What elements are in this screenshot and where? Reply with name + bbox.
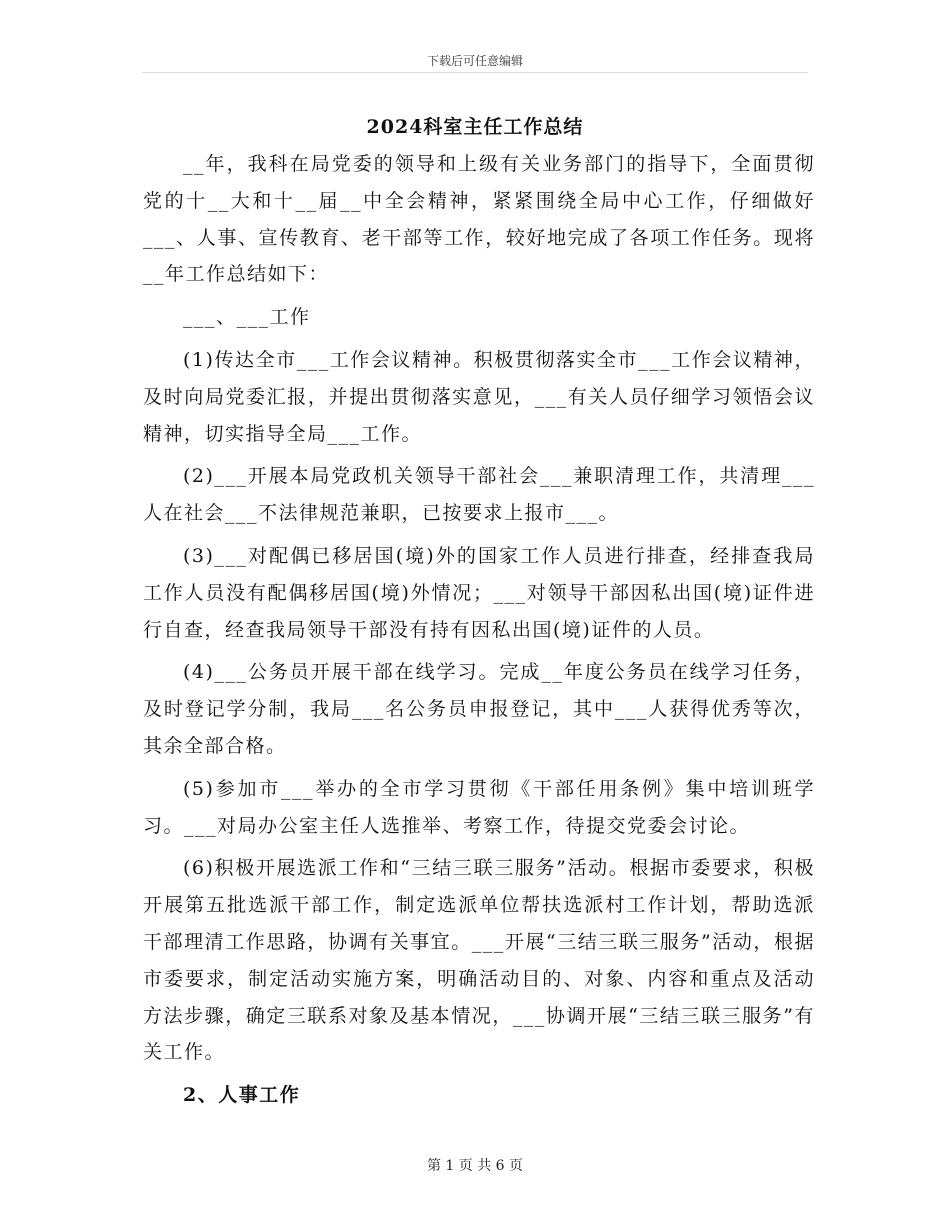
paragraph-item-3: (3)___对配偶已移居国(境)外的国家工作人员进行排查，经排查我局工作人员没有配偶移居国(境)外情况；___对领导干部因私出国(境)证件进行自查，经查我局领导干部没有持有因私出国(境)证件的人员。 — [143, 544, 815, 641]
section-heading-personnel: 2、人事工作 — [183, 1084, 301, 1107]
paragraph-item-4: (4)___公务员开展干部在线学习。完成__年度公务员在线学习任务，及时登记学分制，我局___名公务员申报登记，其中___人获得优秀等次，其余全部合格。 — [143, 661, 815, 757]
paragraph-item-6: (6)积极开展选派工作和“三结三联三服务”活动。根据市委要求，积极开展第五批选派干部工作，制定选派单位帮扶选派村工作计划，帮助选派干部理清工作思路，协调有关事宜。___开展“三结三联三服务”活动，根据市委要求，制定活动实施方案，明确活动目的、对象、内容和重点及活动方法步骤，确定三联系对象及基本情况，___协调开展“三结三联三服务”有关工作。 — [143, 857, 815, 1064]
document-title: 2024科室主任工作总结 — [366, 116, 584, 138]
paragraph-item-1: (1)传达全市___工作会议精神。积极贯彻落实全市___工作会议精神，及时向局党委汇报，并提出贯彻落实意见，___有关人员仔细学习领悟会议精神，切实指导全局___工作。 — [143, 348, 815, 445]
paragraph-intro: __年，我科在局党委的领导和上级有关业务部门的指导下，全面贯彻党的十__大和十__届__中全会精神，紧紧围绕全局中心工作，仔细做好___、人事、宣传教育、老干部等工作，较好地完成了各项工作任务。现将__年工作总结如下： — [143, 153, 815, 286]
page-number-footer: 第 1 页 共 6 页 — [426, 1158, 524, 1174]
paragraph-item-2: (2)___开展本局党政机关领导干部社会___兼职清理工作，共清理___人在社会___不法律规范兼职，已按要求上报市___。 — [143, 465, 815, 525]
document-body — [143, 146, 815, 1120]
page-header-note: 下载后可任意编辑 — [426, 54, 523, 68]
paragraph-item-5: (5)参加市___举办的全市学习贯彻《干部任用条例》集中培训班学习。___对局办公室主任人选推举、考察工作，待提交党委会讨论。 — [143, 777, 815, 837]
header-divider — [142, 72, 808, 73]
paragraph-section-1-heading: ___、___工作 — [183, 306, 311, 329]
